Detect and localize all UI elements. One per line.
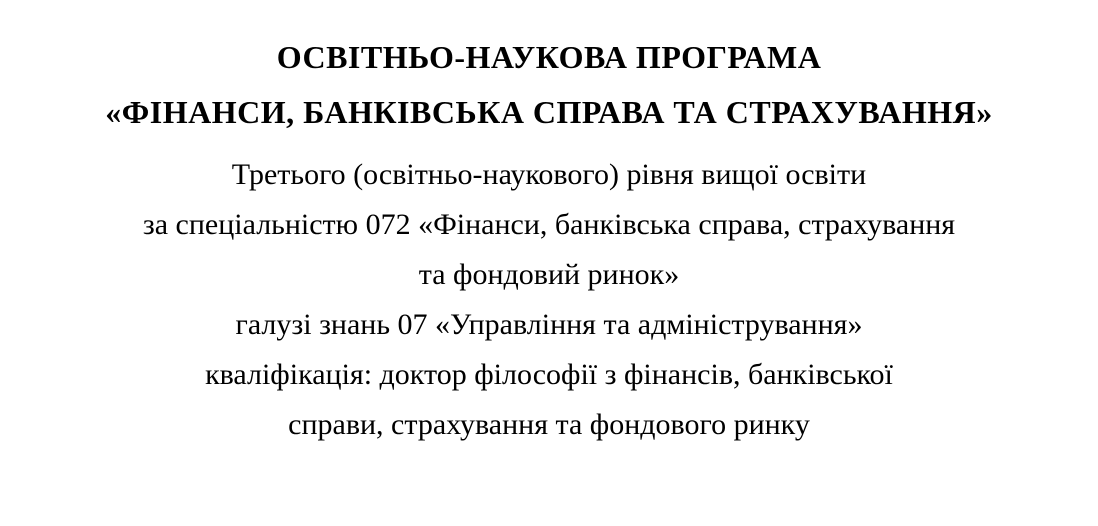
program-title-line-1: ОСВІТНЬО-НАУКОВА ПРОГРАМА: [276, 39, 822, 75]
specialty-line-1: за спеціальністю 072 «Фінанси, банківська справа, страхування: [142, 208, 956, 241]
qualification-line-1: кваліфікація: доктор філософії з фінансів, банківської: [205, 358, 893, 391]
knowledge-field-line: галузі знань 07 «Управління та адміністрування»: [235, 308, 863, 341]
program-title-line-2: «ФІНАНСИ, БАНКІВСЬКА СПРАВА ТА СТРАХУВАННЯ»: [105, 94, 993, 130]
program-details: [0, 150, 1098, 450]
program-title: [0, 30, 1098, 140]
specialty-line-2: та фондовий ринок»: [418, 258, 680, 291]
qualification-line-2: справи, страхування та фондового ринку: [288, 408, 810, 441]
education-level-line: Третього (освітньо-наукового) рівня вищої освіти: [231, 158, 867, 191]
